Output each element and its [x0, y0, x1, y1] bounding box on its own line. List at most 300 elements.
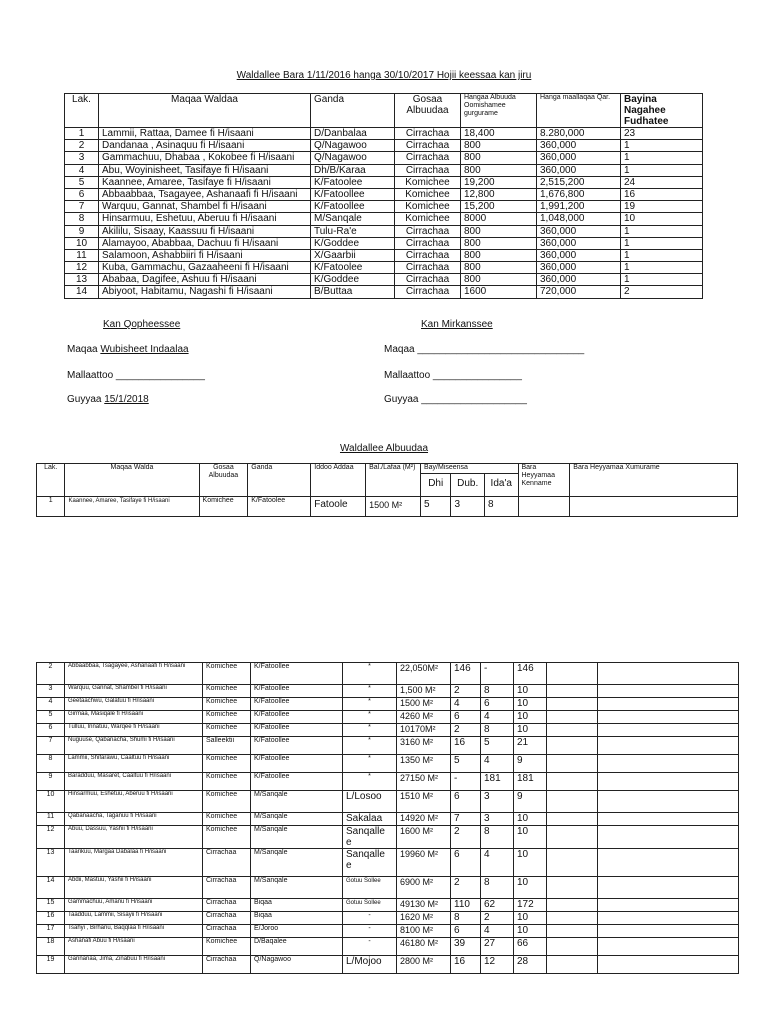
cell-ganda: M/Sanqale: [251, 791, 343, 813]
cell-dub: 5: [481, 737, 514, 755]
cell-maqaa: Lammii, Rattaa, Damee fi H/isaani: [99, 128, 311, 140]
cell-hangaa: 800: [461, 225, 537, 237]
cell-xumurame: [598, 698, 739, 711]
col-gosaa: Gosaa Albuudaa: [395, 94, 461, 128]
cell-iddoo: -: [343, 938, 397, 956]
cell-dub: 2: [481, 912, 514, 925]
table-row: [37, 925, 739, 938]
cell-iddoo: Fatoole: [311, 497, 366, 517]
cell-ganda: K/Fatoollee: [251, 724, 343, 737]
cell-dhi: 7: [451, 813, 481, 826]
table-row: [37, 698, 739, 711]
cell-iddoo: Gotuu Sollee: [343, 899, 397, 912]
cell-maqaa: Nuguuse, Qabanacha, Shumi fi H/isaani: [65, 737, 203, 755]
cell-maqaa: Taarikuu, Margaa Dabalaa fi H/isaani: [65, 849, 203, 877]
cell-iddoo: Sakalaa: [343, 813, 397, 826]
col-maqaa: Maqaa Walda: [65, 464, 199, 497]
cell-ganda: K/Fatoollee: [251, 737, 343, 755]
cell-idaa: 21: [514, 737, 547, 755]
table-row: [37, 773, 739, 791]
cell-dhi: 5: [420, 497, 450, 517]
cell-kenname: [547, 899, 598, 912]
cell-hangaa: 800: [461, 237, 537, 249]
cell-lak: 3: [65, 152, 99, 164]
cell-dhi: 2: [451, 724, 481, 737]
cell-idaa: 10: [514, 698, 547, 711]
cell-hangaa: 1600: [461, 286, 537, 298]
cell-bal: 19960 M²: [397, 849, 451, 877]
cell-kenname: [547, 826, 598, 849]
cell-kenname: [547, 813, 598, 826]
table-row: [37, 663, 739, 685]
cell-lak: 4: [65, 164, 99, 176]
cell-gosaa: Cirrachaa: [203, 849, 251, 877]
cell-dhi: 6: [451, 925, 481, 938]
cell-maqaa: Alamayoo, Ababbaa, Dachuu fi H/isaani: [99, 237, 311, 249]
albuudaa-table-bottom: [36, 662, 739, 974]
cell-lak: 10: [37, 791, 65, 813]
cell-ganda: Q/Nagawoo: [311, 140, 395, 152]
table-row: [37, 737, 739, 755]
cell-maqaa: Abdii, Mastuu, Yashii fi H/isaani: [65, 877, 203, 899]
cell-dhi: 2: [451, 685, 481, 698]
cell-xumurame: [598, 849, 739, 877]
cell-gosaa: Cirrachaa: [395, 262, 461, 274]
cell-dhi: 2: [451, 877, 481, 899]
cell-xumurame: [598, 925, 739, 938]
table-row: [37, 711, 739, 724]
cell-bayina: 1: [621, 140, 703, 152]
cell-maqaa: Hinsarmuu, Eshetuu, Aberuu fi H/isaani: [99, 213, 311, 225]
cell-bal: 1600 M²: [397, 826, 451, 849]
cell-ganda: B/Buttaa: [311, 286, 395, 298]
cell-xumurame: [570, 497, 738, 517]
cell-kenname: [547, 956, 598, 974]
table-row: [37, 813, 739, 826]
cell-lak: 6: [65, 188, 99, 200]
cell-xumurame: [598, 773, 739, 791]
cell-bal: 3160 M²: [397, 737, 451, 755]
cell-maallaqaa: 360,000: [537, 262, 621, 274]
cell-lak: 11: [37, 813, 65, 826]
mallaattoo-left: Mallaattoo ________________: [67, 370, 205, 381]
cell-hangaa: 12,800: [461, 188, 537, 200]
cell-lak: 17: [37, 925, 65, 938]
guyyaa-right: Guyyaa ___________________: [384, 394, 527, 405]
cell-iddoo: *: [343, 663, 397, 685]
cell-iddoo: *: [343, 773, 397, 791]
cell-iddoo: *: [343, 755, 397, 773]
cell-kenname: [547, 912, 598, 925]
cell-kenname: [518, 497, 570, 517]
cell-bayina: 10: [621, 213, 703, 225]
cell-bayina: 1: [621, 274, 703, 286]
cell-bal: 1350 M²: [397, 755, 451, 773]
col-xumurame: Bara Heyyamaa Xumurame: [570, 464, 738, 497]
cell-idaa: 181: [514, 773, 547, 791]
cell-ganda: K/Fatoollee: [251, 698, 343, 711]
cell-gosaa: Cirrachaa: [395, 152, 461, 164]
cell-idaa: 146: [514, 663, 547, 685]
table-row: [65, 176, 703, 188]
cell-lak: 9: [65, 225, 99, 237]
cell-lak: 14: [37, 877, 65, 899]
cell-dhi: -: [451, 773, 481, 791]
albuudaa-table-body: [37, 663, 739, 974]
cell-kenname: [547, 849, 598, 877]
cell-gosaa: Komichee: [203, 685, 251, 698]
cell-maallaqaa: 1,991,200: [537, 201, 621, 213]
report-title: Waldallee Bara 1/11/2016 hanga 30/10/2017 Hojii keessaa kan jiru: [236, 70, 532, 81]
cell-maallaqaa: 360,000: [537, 225, 621, 237]
albuudaa-header-row: [37, 464, 738, 474]
cell-kenname: [547, 724, 598, 737]
cell-lak: 10: [65, 237, 99, 249]
cell-gosaa: Komichee: [203, 755, 251, 773]
cell-dhi: 16: [451, 737, 481, 755]
cell-lak: 1: [37, 497, 65, 517]
cell-ganda: X/Gaarbii: [311, 249, 395, 261]
table-row: [65, 188, 703, 200]
cell-ganda: E/Joroo: [251, 925, 343, 938]
table-row: [37, 956, 739, 974]
cell-lak: 3: [37, 685, 65, 698]
cell-lak: 7: [37, 737, 65, 755]
cell-kenname: [547, 773, 598, 791]
cell-maqaa: Ababaa, Dagifee, Ashuu fi H/isaani: [99, 274, 311, 286]
cell-ganda: M/Sanqale: [251, 813, 343, 826]
cell-idaa: 10: [514, 912, 547, 925]
cell-maallaqaa: 1,676,800: [537, 188, 621, 200]
cell-maallaqaa: 720,000: [537, 286, 621, 298]
cell-maqaa: Kaannee, Amaree, Tasifaye fi H/isaani: [65, 497, 199, 517]
cell-dub: 3: [481, 791, 514, 813]
cell-iddoo: Sanqalle e: [343, 849, 397, 877]
cell-maqaa: Ashanafi Abuu fi H/isaani: [65, 938, 203, 956]
table-row: [65, 262, 703, 274]
cell-bayina: 16: [621, 188, 703, 200]
cell-dhi: 146: [451, 663, 481, 685]
cell-gosaa: Cirrachaa: [395, 140, 461, 152]
cell-bayina: 19: [621, 201, 703, 213]
cell-bal: 8100 M²: [397, 925, 451, 938]
cell-kenname: [547, 925, 598, 938]
cell-dub: 181: [481, 773, 514, 791]
cell-gosaa: Komichee: [203, 773, 251, 791]
cell-maallaqaa: 2,515,200: [537, 176, 621, 188]
cell-idaa: 10: [514, 849, 547, 877]
cell-kenname: [547, 698, 598, 711]
cell-ganda: K/Fatoolee: [311, 262, 395, 274]
cell-lak: 5: [37, 711, 65, 724]
cell-bayina: 1: [621, 164, 703, 176]
albuudaa-table-top: [36, 463, 738, 517]
cell-ganda: Tulu-Ra'e: [311, 225, 395, 237]
cell-idaa: 10: [514, 826, 547, 849]
cell-kenname: [547, 685, 598, 698]
cell-gosaa: Cirrachaa: [395, 237, 461, 249]
cell-xumurame: [598, 663, 739, 685]
cell-gosaa: Komichee: [203, 938, 251, 956]
cell-maqaa: Geetaachwu, Galatuu fi H/isaani: [65, 698, 203, 711]
cell-ganda: M/Sanqale: [251, 826, 343, 849]
table-row: [65, 286, 703, 298]
cell-dub: 4: [481, 711, 514, 724]
cell-ganda: K/Fatoolee: [248, 497, 311, 517]
cell-iddoo: Sanqalle e: [343, 826, 397, 849]
cell-ganda: Q/Nagawoo: [311, 152, 395, 164]
cell-gosaa: Cirrachaa: [203, 956, 251, 974]
cell-idaa: 10: [514, 685, 547, 698]
cell-kenname: [547, 755, 598, 773]
cell-ganda: Biqaa: [251, 899, 343, 912]
cell-bal: 49130 M²: [397, 899, 451, 912]
cell-ganda: D/Danbalaa: [311, 128, 395, 140]
cell-dhi: 110: [451, 899, 481, 912]
cell-xumurame: [598, 826, 739, 849]
kan-mirkanssee-label: Kan Mirkanssee: [421, 319, 493, 330]
cell-ganda: K/Goddee: [311, 237, 395, 249]
cell-xumurame: [598, 685, 739, 698]
cell-maqaa: Abiyoot, Habitamu, Nagashi fi H/isaani: [99, 286, 311, 298]
cell-gosaa: Komichee: [203, 826, 251, 849]
cell-xumurame: [598, 899, 739, 912]
col-maqaa: Maqaa Waldaa: [99, 94, 311, 128]
table-row: [65, 128, 703, 140]
cell-lak: 2: [37, 663, 65, 685]
cell-hangaa: 18,400: [461, 128, 537, 140]
cell-xumurame: [598, 737, 739, 755]
cell-dhi: 5: [451, 755, 481, 773]
cell-idaa: 10: [514, 925, 547, 938]
cell-kenname: [547, 791, 598, 813]
table-row: [65, 164, 703, 176]
table-row: [37, 497, 738, 517]
cell-ganda: K/Fatoollee: [251, 755, 343, 773]
cell-dub: 4: [481, 849, 514, 877]
cell-maqaa: Hinsarmuu, Eshetuu, Aberuu fi H/isaani: [65, 791, 203, 813]
cell-idaa: 10: [514, 877, 547, 899]
cell-lak: 8: [37, 755, 65, 773]
cell-dub: 12: [481, 956, 514, 974]
cell-bal: 6900 M²: [397, 877, 451, 899]
table-row: [37, 685, 739, 698]
cell-dub: 3: [451, 497, 485, 517]
summary-table-body: [65, 128, 703, 299]
cell-idaa: 172: [514, 899, 547, 912]
cell-maqaa: Dandanaa , Asinaquu fi H/isaani: [99, 140, 311, 152]
summary-header-row: [65, 94, 703, 128]
table-row: [65, 237, 703, 249]
cell-maqaa: Tulluu, Innatuu, Warqee fi H/isaani: [65, 724, 203, 737]
cell-bayina: 1: [621, 262, 703, 274]
col-bay: Bay/Miseensa: [420, 464, 518, 474]
cell-iddoo: L/Losoo: [343, 791, 397, 813]
cell-iddoo: *: [343, 737, 397, 755]
cell-maqaa: Gammachuu, Dhabaa , Kokobee fi H/isaani: [99, 152, 311, 164]
cell-hangaa: 15,200: [461, 201, 537, 213]
table-row: [37, 724, 739, 737]
cell-ganda: K/Fatoollee: [251, 773, 343, 791]
cell-iddoo: *: [343, 685, 397, 698]
table-row: [37, 912, 739, 925]
cell-hangaa: 8000: [461, 213, 537, 225]
cell-idaa: 28: [514, 956, 547, 974]
cell-maqaa: Qabanaacha, Taganuu fi H/isaani: [65, 813, 203, 826]
table-row: [37, 791, 739, 813]
table-row: [65, 225, 703, 237]
cell-hangaa: 800: [461, 274, 537, 286]
cell-gosaa: Komichee: [203, 724, 251, 737]
cell-maallaqaa: 360,000: [537, 140, 621, 152]
cell-xumurame: [598, 938, 739, 956]
cell-maqaa: Baradduu, Masaret, Caaltuu fi H/isaani: [65, 773, 203, 791]
cell-dub: 27: [481, 938, 514, 956]
cell-ganda: K/Fatoollee: [251, 685, 343, 698]
cell-dub: 8: [481, 877, 514, 899]
cell-bal: 2800 M²: [397, 956, 451, 974]
table-row: [65, 213, 703, 225]
cell-lak: 13: [65, 274, 99, 286]
cell-gosaa: Cirrachaa: [203, 877, 251, 899]
cell-xumurame: [598, 813, 739, 826]
cell-lak: 4: [37, 698, 65, 711]
cell-dhi: 16: [451, 956, 481, 974]
cell-xumurame: [598, 912, 739, 925]
cell-bal: 14920 M²: [397, 813, 451, 826]
guyyaa-left: Guyyaa 15/1/2018: [67, 394, 149, 405]
cell-iddoo: *: [343, 698, 397, 711]
cell-bal: 46180 M²: [397, 938, 451, 956]
maqaa-value: Wubisheet Indaalaa: [100, 344, 189, 355]
cell-lak: 7: [65, 201, 99, 213]
col-ganda: Ganda: [311, 94, 395, 128]
cell-gosaa: Komichee: [199, 497, 248, 517]
col-maallaqaa: Hanga maallaqaa Qar.: [537, 94, 621, 128]
cell-gosaa: Komichee: [203, 698, 251, 711]
cell-maqaa: Abbaabbaa, Tsagayee, Ashanaafi fi H/isaani: [65, 663, 203, 685]
cell-dub: 8: [481, 724, 514, 737]
cell-gosaa: Cirrachaa: [395, 128, 461, 140]
cell-maqaa: Abu, Woyinisheet, Tasifaye fi H/isaani: [99, 164, 311, 176]
mallaattoo-right: Mallaattoo ________________: [384, 370, 522, 381]
col-kenname: Bara Heyyamaa Kenname: [518, 464, 570, 497]
cell-bayina: 1: [621, 225, 703, 237]
cell-dub: 4: [481, 925, 514, 938]
cell-maqaa: Salamoon, Ashabbiiri fi H/isaani: [99, 249, 311, 261]
cell-hangaa: 800: [461, 249, 537, 261]
cell-idaa: 66: [514, 938, 547, 956]
cell-hangaa: 800: [461, 262, 537, 274]
cell-dhi: 4: [451, 698, 481, 711]
cell-gosaa: Komichee: [395, 176, 461, 188]
cell-lak: 16: [37, 912, 65, 925]
cell-lak: 5: [65, 176, 99, 188]
cell-dhi: 6: [451, 791, 481, 813]
cell-maqaa: Kuba, Gammachu, Gazaaheeni fi H/isaani: [99, 262, 311, 274]
cell-ganda: M/Sanqale: [251, 877, 343, 899]
cell-ganda: Q/Nagawoo: [251, 956, 343, 974]
cell-gosaa: Salleektii: [203, 737, 251, 755]
cell-xumurame: [598, 791, 739, 813]
col-lak: Lak.: [37, 464, 65, 497]
table-row: [65, 249, 703, 261]
cell-ganda: D/Baqalee: [251, 938, 343, 956]
table-row: [37, 877, 739, 899]
cell-gosaa: Cirrachaa: [395, 164, 461, 176]
cell-lak: 8: [65, 213, 99, 225]
cell-lak: 12: [65, 262, 99, 274]
cell-maqaa: Abuu, Dassuu, Yashii fi H/isaani: [65, 826, 203, 849]
cell-maallaqaa: 360,000: [537, 152, 621, 164]
col-hangaa: Hangaa Albuuda Oomishamee gurgurame: [461, 94, 537, 128]
cell-maqaa: Akililu, Sisaay, Kaassuu fi H/isaani: [99, 225, 311, 237]
col-dhi: Dhi: [420, 474, 450, 497]
cell-idaa: 10: [514, 724, 547, 737]
cell-gosaa: Cirrachaa: [203, 899, 251, 912]
cell-bal: 10170M²: [397, 724, 451, 737]
cell-iddoo: *: [343, 724, 397, 737]
cell-gosaa: Komichee: [395, 188, 461, 200]
cell-xumurame: [598, 724, 739, 737]
cell-hangaa: 19,200: [461, 176, 537, 188]
cell-iddoo: *: [343, 711, 397, 724]
cell-maallaqaa: 360,000: [537, 249, 621, 261]
cell-hangaa: 800: [461, 152, 537, 164]
cell-idaa: 10: [514, 813, 547, 826]
cell-ganda: K/Fatoollee: [251, 711, 343, 724]
cell-dub: 3: [481, 813, 514, 826]
cell-lak: 19: [37, 956, 65, 974]
cell-gosaa: Komichee: [203, 711, 251, 724]
cell-bayina: 1: [621, 152, 703, 164]
cell-xumurame: [598, 956, 739, 974]
table-row: [37, 826, 739, 849]
cell-bal: 4260 M²: [397, 711, 451, 724]
cell-bayina: 24: [621, 176, 703, 188]
cell-xumurame: [598, 711, 739, 724]
table-row: [37, 938, 739, 956]
cell-gosaa: Komichee: [395, 213, 461, 225]
cell-lak: 13: [37, 849, 65, 877]
kan-qopheessee-label: Kan Qopheessee: [103, 319, 181, 330]
cell-ganda: Biqaa: [251, 912, 343, 925]
cell-iddoo: -: [343, 925, 397, 938]
cell-dhi: 8: [451, 912, 481, 925]
cell-lak: 2: [65, 140, 99, 152]
cell-gosaa: Komichee: [395, 201, 461, 213]
cell-bal: 22,050M²: [397, 663, 451, 685]
cell-gosaa: Cirrachaa: [203, 912, 251, 925]
cell-maqaa: Kaannee, Amaree, Tasifaye fi H/isaani: [99, 176, 311, 188]
cell-lak: 12: [37, 826, 65, 849]
cell-gosaa: Cirrachaa: [395, 225, 461, 237]
cell-lak: 18: [37, 938, 65, 956]
cell-gosaa: Cirrachaa: [395, 249, 461, 261]
cell-maqaa: Taadduu, Lammii, Sisayii fi H/isaani: [65, 912, 203, 925]
col-lak: Lak.: [65, 94, 99, 128]
cell-hangaa: 800: [461, 140, 537, 152]
col-ganda: Ganda: [248, 464, 311, 497]
cell-ganda: Dh/B/Karaa: [311, 164, 395, 176]
cell-lak: 14: [65, 286, 99, 298]
cell-lak: 6: [37, 724, 65, 737]
cell-maqaa: Warquu, Gannat, Shambel fi H/isaani: [65, 685, 203, 698]
cell-lak: 11: [65, 249, 99, 261]
cell-maallaqaa: 1,048,000: [537, 213, 621, 225]
cell-idaa: 9: [514, 755, 547, 773]
table-row: [37, 755, 739, 773]
